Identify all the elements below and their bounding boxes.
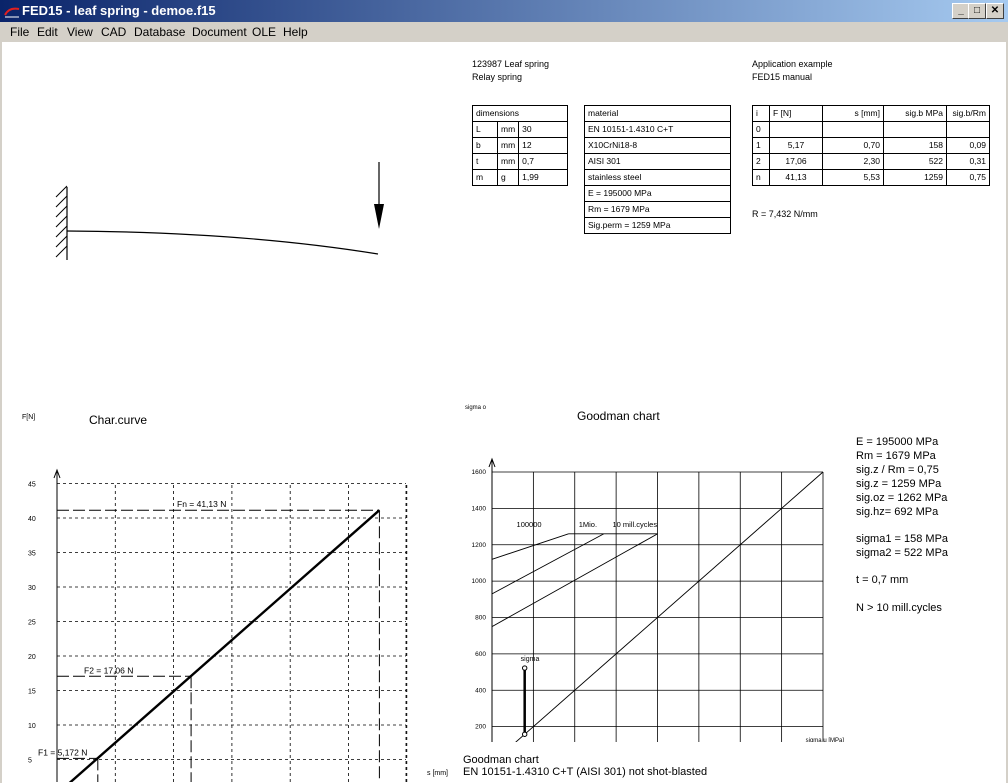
menu-ole[interactable]: OLE xyxy=(252,25,277,39)
goodman-ytick-label: 1200 xyxy=(471,541,486,549)
dim-value: 12 xyxy=(519,138,568,154)
curve-label-10mill: 10 mill.cycles xyxy=(612,519,658,529)
char-ytick-label: 25 xyxy=(28,619,36,627)
char-ytick-label: 15 xyxy=(28,688,36,696)
dim-symbol: m xyxy=(473,170,498,186)
table-row xyxy=(753,138,990,154)
curve-label-100000: 100000 xyxy=(516,519,542,529)
cell: n xyxy=(753,170,770,186)
table-row xyxy=(753,154,990,170)
dimensions-title: dimensions xyxy=(473,106,568,122)
goodman-series-1mio- xyxy=(492,534,604,594)
goodman-ytick-label: 1600 xyxy=(471,469,486,476)
close-button[interactable]: ✕ xyxy=(986,3,1004,19)
cell xyxy=(823,122,884,138)
dim-symbol: b xyxy=(473,138,498,154)
minimize-button[interactable]: _ xyxy=(952,3,970,19)
goodman-chart xyxy=(457,397,847,742)
menu-cad[interactable]: CAD xyxy=(101,25,127,39)
cell xyxy=(947,122,990,138)
dim-unit: mm xyxy=(498,154,519,170)
material-row: AISI 301 xyxy=(585,154,731,170)
menu-database[interactable]: Database xyxy=(134,25,186,39)
goodman-ytick-label: 600 xyxy=(475,650,486,658)
dim-unit: g xyxy=(498,170,519,186)
char-annotation-label: F2 = 17,06 N xyxy=(84,665,134,676)
char-ytick-label: 10 xyxy=(28,723,36,730)
char-curve-line xyxy=(57,510,379,782)
dimensions-table xyxy=(472,105,568,186)
table-row xyxy=(473,154,568,170)
material-title: material xyxy=(585,106,731,122)
char-ticks xyxy=(28,482,409,783)
wall-hatching xyxy=(56,186,67,257)
project-subtitle: Relay spring xyxy=(472,72,523,82)
char-grid xyxy=(54,470,432,782)
dim-symbol: t xyxy=(473,154,498,170)
menu-view[interactable]: View xyxy=(67,25,93,39)
result-sigz: sig.z = 1259 MPa xyxy=(856,478,942,490)
cell: 158 xyxy=(884,138,947,154)
window-title: FED15 - leaf spring - demoe.f15 xyxy=(22,3,216,18)
char-ytick-label: 45 xyxy=(28,481,36,489)
application-title: Application example xyxy=(752,59,833,69)
result-thickness: t = 0,7 mm xyxy=(856,574,909,586)
col-header: s [mm] xyxy=(823,106,884,122)
cell: 17,06 xyxy=(770,154,823,170)
goodman-grid xyxy=(489,459,839,742)
spring-drawing xyxy=(42,152,402,272)
col-header: sig.b MPa xyxy=(884,106,947,122)
cell: 0 xyxy=(753,122,770,138)
cell xyxy=(770,122,823,138)
table-row xyxy=(753,122,990,138)
material-table xyxy=(584,105,731,234)
dim-unit: mm xyxy=(498,138,519,154)
application-subtitle: FED15 manual xyxy=(752,72,813,82)
char-ytick-label: 20 xyxy=(28,654,36,661)
table-header-row xyxy=(753,106,990,122)
cell: 5,53 xyxy=(823,170,884,186)
project-title: 123987 Leaf spring xyxy=(472,59,550,69)
col-header: F [N] xyxy=(770,106,823,122)
char-curve-ylabel: F[N] xyxy=(22,414,36,421)
char-ytick-label: 35 xyxy=(28,550,36,558)
char-ytick-label: 40 xyxy=(28,516,36,523)
dim-value: 30 xyxy=(519,122,568,138)
app-icon xyxy=(4,3,20,19)
cell: 0,75 xyxy=(947,170,990,186)
table-row xyxy=(473,138,568,154)
material-row: stainless steel xyxy=(585,170,731,186)
char-ytick-label: 5 xyxy=(28,757,32,765)
material-row: Rm = 1679 MPa xyxy=(585,202,731,218)
menu-document[interactable]: Document xyxy=(192,25,247,39)
menu-edit[interactable]: Edit xyxy=(37,25,58,39)
result-e: E = 195000 MPa xyxy=(856,436,939,448)
col-header: sig.b/Rm xyxy=(947,106,990,122)
goodman-ytick-label: 800 xyxy=(475,614,486,622)
material-row: E = 195000 MPa xyxy=(585,186,731,202)
cell: 1 xyxy=(753,138,770,154)
title-bar[interactable] xyxy=(0,0,1008,22)
char-curve-chart xyxy=(2,402,452,782)
goodman-ytick-label: 400 xyxy=(475,687,486,695)
force-arrow-icon xyxy=(374,204,384,229)
material-row: EN 10151-1.4310 C+T xyxy=(585,122,731,138)
cell: 0,70 xyxy=(823,138,884,154)
goodman-ytick-label: 200 xyxy=(475,723,486,731)
maximize-button[interactable]: □ xyxy=(968,3,986,19)
goodman-curve-labels xyxy=(517,520,658,663)
char-curve-title: Char.curve xyxy=(89,413,148,427)
spring-rate: R = 7,432 N/mm xyxy=(752,209,818,219)
material-row: Sig.perm = 1259 MPa xyxy=(585,218,731,234)
dim-symbol: L xyxy=(473,122,498,138)
goodman-title: Goodman chart xyxy=(577,409,660,423)
goodman-xlabel: sigma u [MPa] xyxy=(805,738,844,742)
goodman-footer-title: Goodman chart xyxy=(463,754,539,766)
dim-unit: mm xyxy=(498,122,519,138)
char-ytick-label: 30 xyxy=(28,585,36,592)
char-annotation-label: Fn = 41,13 N xyxy=(177,499,227,510)
cell: 2,30 xyxy=(823,154,884,170)
cell: 5,17 xyxy=(770,138,823,154)
loads-table xyxy=(752,105,990,186)
dim-value: 0,7 xyxy=(519,154,568,170)
char-annotations xyxy=(38,499,379,782)
menu-file[interactable]: File xyxy=(10,25,30,39)
table-row xyxy=(473,170,568,186)
goodman-footer-material: EN 10151-1.4310 C+T (AISI 301) not shot-blasted xyxy=(463,766,708,778)
cell: 522 xyxy=(884,154,947,170)
result-sigz-rm: sig.z / Rm = 0,75 xyxy=(856,464,939,476)
cell: 0,09 xyxy=(947,138,990,154)
menu-bar xyxy=(0,22,1008,42)
menu-help[interactable]: Help xyxy=(283,25,308,39)
result-cycles: N > 10 mill.cycles xyxy=(856,602,942,614)
char-curve-xlabel: s [mm] xyxy=(427,770,448,777)
cell: 41,13 xyxy=(770,170,823,186)
result-sigma1: sigma1 = 158 MPa xyxy=(856,533,949,545)
col-header: i xyxy=(753,106,770,122)
document-canvas[interactable] xyxy=(2,42,1006,783)
char-annotation-label: F1 = 5,172 N xyxy=(38,747,88,758)
cell: 2 xyxy=(753,154,770,170)
goodman-series-100000 xyxy=(492,534,569,559)
dim-value: 1,99 xyxy=(519,170,568,186)
leaf-spring-curve xyxy=(67,231,378,254)
table-row xyxy=(473,122,568,138)
sigma-low-marker xyxy=(522,732,526,736)
cell: 0,31 xyxy=(947,154,990,170)
result-sigoz: sig.oz = 1262 MPa xyxy=(856,492,948,504)
goodman-ylabel: sigma o xyxy=(465,405,487,411)
goodman-ytick-label: 1400 xyxy=(471,505,486,513)
goodman-ytick-label: 1000 xyxy=(471,578,486,586)
cell: 1259 xyxy=(884,170,947,186)
table-row xyxy=(753,170,990,186)
cell xyxy=(884,122,947,138)
sigma-high-marker xyxy=(522,666,526,670)
result-rm: Rm = 1679 MPa xyxy=(856,450,936,462)
material-row: X10CrNi18-8 xyxy=(585,138,731,154)
curve-label-1mio: 1Mio. xyxy=(578,519,598,529)
sigma-label: sigma xyxy=(520,656,540,664)
result-sighz: sig.hz= 692 MPa xyxy=(856,506,939,518)
result-sigma2: sigma2 = 522 MPa xyxy=(856,547,949,559)
